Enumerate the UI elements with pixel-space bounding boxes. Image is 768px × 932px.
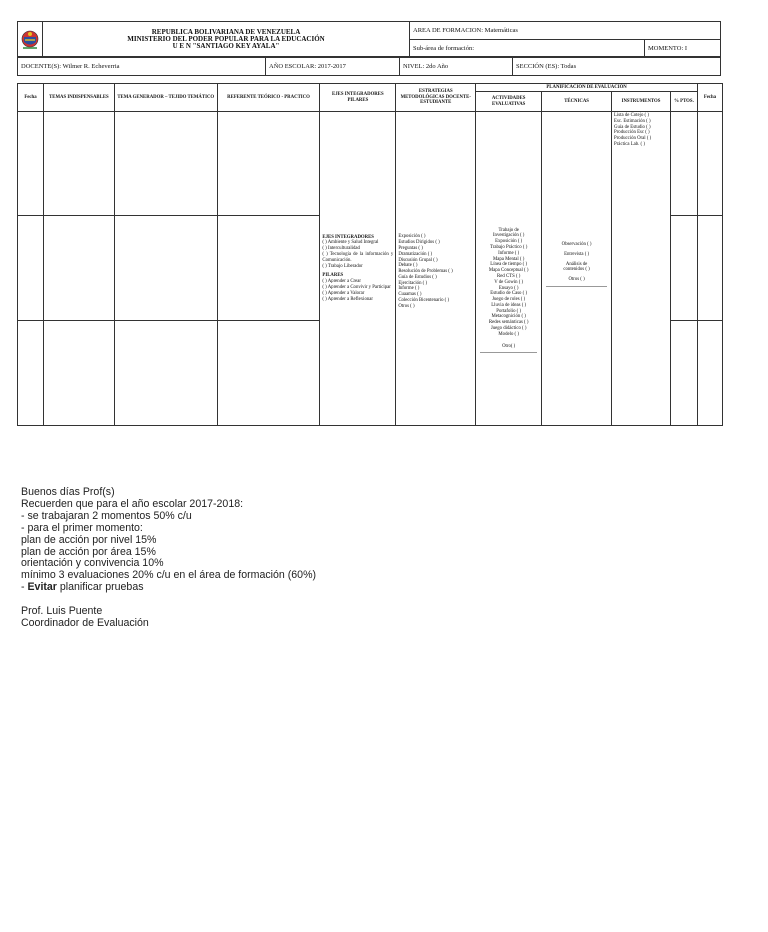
estrategia-item: Cuaamas ( ) [398,292,422,298]
actividad-item: Red CTS ( ) [497,273,521,279]
pilares-item: ( ) Aprender a Convivir y Participar [322,284,391,290]
note-line: - se trabajaran 2 momentos 50% c/u [21,509,192,522]
header-estrategias: ESTRATEGIAS METODOLÓGICAS DOCENTE-ESTUDIANTE [396,84,476,112]
header-planificacion: PLANIFICACIÓN DE EVALUACIÓN [476,84,698,92]
planning-table [17,83,723,426]
referente-cell [217,216,320,321]
note-line: mínimo 3 evaluaciones 20% c/u en el área de formación (60%) [21,569,317,582]
actividad-item: Mapa Mental ( ) [493,256,525,262]
republic-line: REPUBLICA BOLIVARIANA DE VENEZUELA [151,28,301,36]
header-actividades: ACTIVIDADES EVALUATIVAS [476,92,542,112]
tema-generador-cell [114,216,217,321]
nivel-cell: NIVEL: 2do Año [400,57,513,76]
header-fecha: Fecha [18,84,44,112]
pilares-item: ( ) Aprender a Reflexionar [322,296,374,302]
pilares-item: ( ) Aprender a Valorar [322,290,365,296]
tecnicas-cell [542,112,612,426]
instrumento-item: Producción Oral ( ) [614,136,652,142]
estrategia-item: Exposición ( ) [398,234,426,240]
estrategia-item: Discusión Grupal ( ) [398,257,438,263]
estrategia-item: Informe ( ) [398,286,420,292]
tema-generador-cell [114,321,217,426]
fecha-cell [18,112,44,216]
tema-generador-cell [114,112,217,216]
header-instrumentos: INSTRUMENTOS [612,92,671,112]
anio-cell: AÑO ESCOLAR: 2017-2017 [266,57,400,76]
temas-cell [43,321,114,426]
instrumentos-cell [612,112,671,426]
actividad-item: V de Gowin ( ) [494,279,524,285]
actividad-item: Modelo ( ) [498,331,519,337]
actividad-item: Portafolio ( ) [496,308,522,314]
actividad-item: Juego didáctico ( ) [490,326,527,332]
school-line: U E N "SANTIAGO KEY AYALA" [172,42,280,50]
signature-role: Coordinador de Evaluación [21,617,149,630]
pilares-item: ( ) Aprender a Crear [322,279,362,285]
estrategia-item: Otros ( ) [398,303,415,309]
note-line: orientación y convivencia 10% [21,557,164,570]
docente-cell: DOCENTE(S): Wilmer R. Echeverria [18,57,266,76]
actividades-divider [480,352,537,353]
actividad-item: Metacognición ( ) [491,314,526,320]
note-greeting: Buenos días Prof(s) [21,486,115,498]
ministry-line: MINISTERIO DEL PODER POPULAR PARA LA EDUCACIÓN [127,35,325,43]
fecha-cell [18,321,44,426]
note-line: - para el primer momento: [21,521,143,534]
actividad-item: Trabajo Práctico ( ) [490,244,528,250]
actividad-item: Informe ( ) [498,250,520,256]
actividad-item: Trabajo de [498,227,519,233]
ejes-cell [320,112,396,426]
pilares-title: PILARES [322,273,344,279]
ptos-cell [670,216,697,321]
actividad-item: Mapa Conceptual ( ) [488,268,529,274]
header-ejes: EJES INTEGRADORES PILARES [320,84,396,112]
actividad-item: Redes semánticas ( ) [488,320,529,326]
fecha-2-cell [697,112,722,216]
instrumento-item: Guía de Estudio ( ) [614,124,651,130]
signature-name: Prof. Luis Puente [21,605,103,618]
ptos-cell [670,321,697,426]
estrategia-item: Resolución de Problemas ( ) [398,269,453,275]
header-tecnicas: TÉCNICAS [542,92,612,112]
instrumento-item: Producción Esc ( ) [614,130,650,136]
logo-cell [18,22,43,58]
estrategia-item: Ejercitación ( ) [398,280,428,286]
estrategia-item: Preguntas ( ) [398,245,423,251]
instrumento-item: Esc. Estimación ( ) [614,118,651,124]
note-line: Recuerden que para el año escolar 2017-2018: [21,497,244,510]
ejes-item: ( ) Trabajo Liberador [322,263,363,269]
header-ptos: % PTOS. [670,92,697,112]
tecnica-item: Observación ( ) [561,242,592,247]
actividad-item: Estudio de Caso ( ) [490,291,528,297]
header-temas: TEMAS INDISPENSABLES [43,84,114,112]
actividad-otro: Otro( ) [502,343,516,349]
ejes-item: ( ) Interculturalidad [322,246,360,252]
ptos-cell [670,112,697,216]
actividad-item: Ensayo ( ) [498,285,519,291]
tecnica-item: Análisis de contenidos ( ) [563,261,590,273]
header-info-table [17,56,721,76]
note-avoid-bold: Evitar [27,581,57,594]
estrategia-item: Estudios Dirigidos ( ) [398,240,440,246]
estrategia-item: Colección Bicentenario ( ) [398,298,450,304]
actividad-item: Juego de roles ( ) [492,297,526,303]
fecha-2-cell [697,216,722,321]
header-tema-generador: TEMA GENERADOR – TEJIDO TEMÁTICO [114,84,217,112]
fecha-cell [18,216,44,321]
instrumento-item: Práctica Lab. ( ) [614,141,645,147]
referente-cell [217,321,320,426]
fecha-2-cell [697,321,722,426]
seccion-cell: SECCIÓN (ES): Todas [513,57,721,76]
ejes-title: EJES INTEGRADORES [322,234,374,240]
ejes-item: ( ) Tecnología de la información y Comunicación. [322,252,394,263]
momento-cell: MOMENTO: I [645,40,721,58]
school-logo-icon [21,26,39,52]
note-line-avoid [21,582,316,594]
header-referente: REFERENTE TEÓRICO - PRACTICO [217,84,320,112]
header-title [43,22,410,58]
note-line: plan de acción por nivel 15% [21,533,157,546]
tecnica-item: Entrevista ( ) [564,251,590,257]
actividad-item: Exposición ( ) [495,239,523,245]
instrumento-item: Lista de Cotejo ( ) [614,113,649,118]
temas-cell [43,216,114,321]
estrategias-cell [396,112,476,426]
note-line: plan de acción por área 15% [21,545,156,558]
actividad-item: Lluvia de ideas ( ) [491,302,527,308]
actividad-item: Investigación ( ) [492,233,525,239]
note-avoid-rest: planificar pruebas [56,581,144,594]
temas-cell [43,112,114,216]
tecnica-item: Otros ( ) [568,277,585,283]
header-fecha-2: Fecha [697,84,722,112]
note-avoid-prefix: - [21,581,28,594]
referente-cell [217,112,320,216]
subarea-cell: Sub-área de formación: [410,40,645,58]
estrategia-item: Guía de Estudios ( ) [398,274,437,280]
actividad-item: Línea de tiempo ( ) [490,262,528,268]
actividades-cell [476,112,542,426]
header-table [17,21,721,58]
coordinator-note [21,487,316,630]
ejes-item: ( ) Ambiente y Salud Integral [322,240,379,246]
area-cell: AREA DE FORMACION: Matemáticas [410,22,721,40]
estrategia-item: Debate ( ) [398,263,418,269]
estrategia-item: Dramatización ( ) [398,251,433,257]
tecnicas-divider [546,286,607,287]
